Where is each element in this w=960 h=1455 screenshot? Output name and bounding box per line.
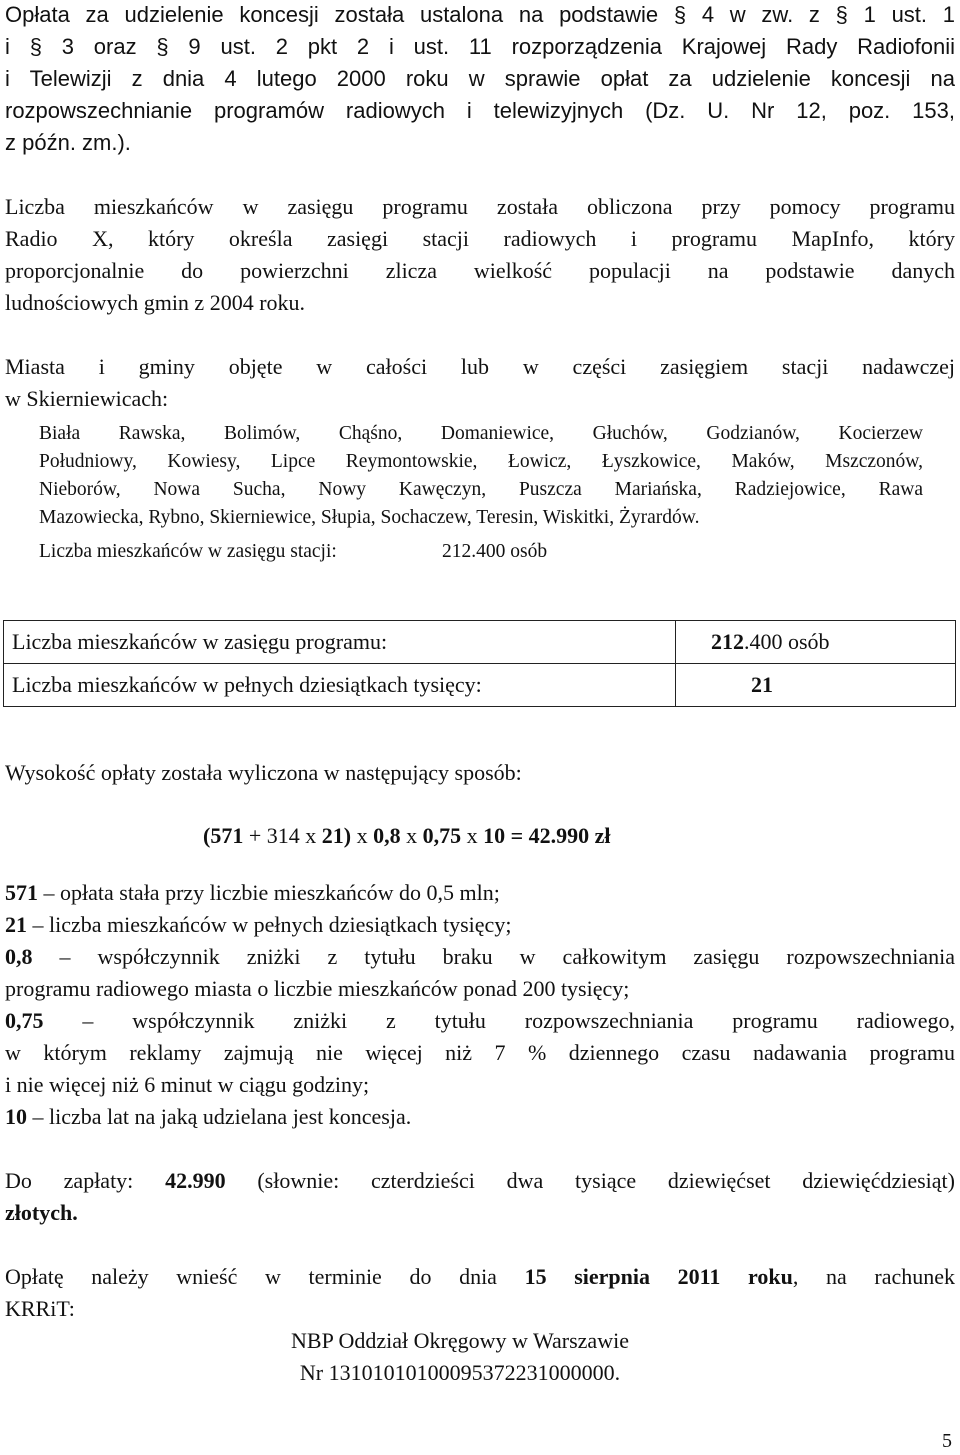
station-population xyxy=(39,538,923,565)
bank-account-number: Nr 13101010100095372231000000. xyxy=(299,1360,621,1385)
towns-line-3: Nieborów, Nowa Sucha, Nowy Kawęczyn, Puszcza Mariańska, Radziejowice, Rawa xyxy=(39,479,923,500)
station-population-label: Liczba mieszkańców w zasięgu stacji: xyxy=(39,541,337,562)
payment-deadline: Opłatę należy wnieść w terminie do dnia 15 sierpnia 2011 roku, na rachunek xyxy=(5,1264,955,1289)
paragraph-2-line-3: proporcjonalnie do powierzchni zlicza wielkość populacji na podstawie danych xyxy=(5,258,955,283)
table-row xyxy=(4,664,956,707)
tens-of-thousands-value: 21 xyxy=(676,664,956,707)
legend-item-0-8-cont: programu radiowego miasta o liczbie mieszkańców ponad 200 tysięcy; xyxy=(5,976,630,1001)
paragraph-1-line-4: rozpowszechnianie programów radiowych i telewizyjnych (Dz. U. Nr 12, poz. 153, xyxy=(5,98,955,123)
paragraph-2-line-1: Liczba mieszkańców w zasięgu programu została obliczona przy pomocy programu xyxy=(5,194,955,219)
population-summary-table xyxy=(3,620,956,707)
program-population-value: 212.400 osób xyxy=(676,621,956,664)
paragraph-3-line-1: Miasta i gminy objęte w całości lub w części zasięgiem stacji nadawczej xyxy=(5,354,955,379)
tens-of-thousands-label: Liczba mieszkańców w pełnych dziesiątkach tysięcy: xyxy=(4,664,676,707)
paragraph-2-line-2: Radio X, który określa zasięgi stacji radiowych i programu MapInfo, który xyxy=(5,226,955,251)
paragraph-3-line-2: w Skierniewicach: xyxy=(5,386,169,411)
payment-amount: Do zapłaty: 42.990 (słownie: czterdzieści dwa tysiące dziewięćset dziewięćdziesiąt) xyxy=(5,1168,955,1193)
calculation-intro: Wysokość opłaty została wyliczona w następujący sposób: xyxy=(5,760,522,785)
legend-item-0-75-cont-2: i nie więcej niż 6 minut w ciągu godziny; xyxy=(5,1072,370,1097)
fee-formula: (571 + 314 x 21) x 0,8 x 0,75 x 10 = 42.990 zł xyxy=(203,823,611,848)
paragraph-1-line-1: Opłata za udzielenie koncesji została ustalona na podstawie § 4 w zw. z § 1 ust. 1 xyxy=(5,2,955,27)
legend-item-21: 21 – liczba mieszkańców w pełnych dziesiątkach tysięcy; xyxy=(5,912,512,937)
page-number: 5 xyxy=(942,1430,952,1452)
paragraph-1-line-2: i § 3 oraz § 9 ust. 2 pkt 2 i ust. 11 rozporządzenia Krajowej Rady Radiofonii xyxy=(5,34,955,59)
paragraph-1-line-5: z późn. zm.). xyxy=(5,130,131,155)
towns-line-2: Południowy, Kowiesy, Lipce Reymontowskie, Łowicz, Łyszkowice, Maków, Mszczonów, xyxy=(39,451,923,472)
legend-item-0-75-cont-1: w którym reklamy zajmują nie więcej niż 7 % dziennego czasu nadawania programu xyxy=(5,1040,955,1065)
bank-name: NBP Oddział Okręgowy w Warszawie xyxy=(291,1328,629,1353)
payment-recipient: KRRiT: xyxy=(5,1296,75,1321)
paragraph-2-line-4: ludnościowych gmin z 2004 roku. xyxy=(5,290,306,315)
program-population-label: Liczba mieszkańców w zasięgu programu: xyxy=(4,621,676,664)
legend-item-0-75: 0,75 – współczynnik zniżki z tytułu rozpowszechniania programu radiowego, xyxy=(5,1008,955,1033)
table-row xyxy=(4,621,956,664)
legend-item-10: 10 – liczba lat na jaką udzielana jest koncesja. xyxy=(5,1104,412,1129)
paragraph-1-line-3: i Telewizji z dnia 4 lutego 2000 roku w sprawie opłat za udzielenie koncesji na xyxy=(5,66,955,91)
legend-item-0-8: 0,8 – współczynnik zniżki z tytułu braku w całkowitym zasięgu rozpowszechniania xyxy=(5,944,955,969)
towns-line-4: Mazowiecka, Rybno, Skierniewice, Słupia, Sochaczew, Teresin, Wiskitki, Żyrardów. xyxy=(39,507,700,528)
towns-line-1: Biała Rawska, Bolimów, Chąśno, Domaniewice, Głuchów, Godzianów, Kocierzew xyxy=(39,423,923,444)
station-population-value: 212.400 osób xyxy=(442,541,548,562)
payment-currency: złotych. xyxy=(5,1200,78,1225)
legend-item-571: 571 – opłata stała przy liczbie mieszkańców do 0,5 mln; xyxy=(5,880,500,905)
